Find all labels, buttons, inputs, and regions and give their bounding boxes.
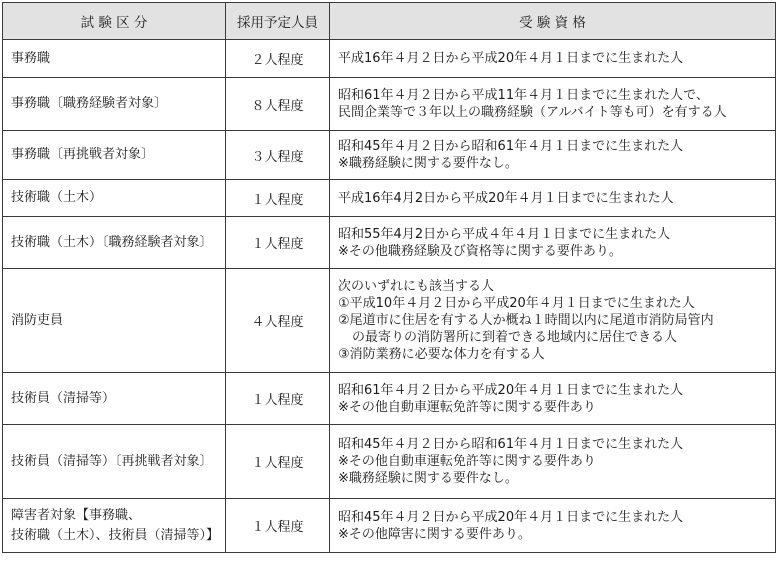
count-cell: １人程度 — [226, 180, 330, 217]
category-cell — [3, 425, 226, 499]
header-count: 採用予定人員 — [226, 3, 330, 40]
requirements-cell — [330, 425, 776, 499]
table-row — [3, 425, 776, 499]
count-cell: １人程度 — [226, 499, 330, 553]
category-cell — [3, 373, 226, 425]
requirements-cell — [330, 217, 776, 269]
header-requirements: 受 験 資 格 — [330, 3, 776, 40]
requirements-cell — [330, 131, 776, 180]
category-text: 事務職〔職務経験者対象〕 — [11, 96, 168, 111]
requirement-line: 平成16年4月2日から平成20年４月１日までに生まれた人 — [338, 190, 674, 206]
requirement-line: ※その他自動車運転免許等に関する要件あり — [338, 454, 596, 469]
requirement-line: ※その他障害に関する要件あり。 — [338, 526, 531, 542]
table-row — [3, 180, 776, 217]
table-row — [3, 373, 776, 425]
category-text: 障害者対象【事務職、 — [11, 507, 142, 523]
category-text: 技術員（清掃等）〔再挑戦者対象〕 — [11, 453, 213, 469]
requirement-line: ※職務経験に関する要件なし。 — [338, 471, 518, 486]
count-cell: １人程度 — [226, 425, 330, 499]
requirement-line: の最寄りの消防署所に到着できる地域内に居住できる人 — [352, 330, 678, 345]
table-row — [3, 78, 776, 131]
count-cell: ８人程度 — [226, 78, 330, 131]
category-text: 技術職（土木） — [11, 190, 103, 205]
count-cell: １人程度 — [226, 373, 330, 425]
count-cell: ２人程度 — [226, 40, 330, 78]
category-text: 技術職（土木）〔職務経験者対象〕 — [11, 234, 213, 250]
requirement-line: ※その他自動車運転免許等に関する要件あり — [338, 399, 596, 415]
requirements-cell — [330, 180, 776, 217]
category-cell — [3, 78, 226, 131]
category-cell — [3, 40, 226, 78]
requirement-line: 民間企業等で３年以上の職務経験（アルバイト等も可）を有する人 — [338, 105, 727, 120]
category-text: 技術員（清掃等） — [11, 390, 116, 406]
requirement-line: 昭和61年４月２日から平成20年４月１日までに生まれた人 — [338, 382, 684, 398]
category-text: 事務職〔再挑戦者対象〕 — [11, 147, 155, 162]
category-text: 消防吏員 — [11, 312, 64, 328]
requirements-cell — [330, 40, 776, 78]
requirements-cell — [330, 269, 776, 373]
table-row — [3, 269, 776, 373]
requirement-line: 平成16年４月２日から平成20年４月１日までに生まれた人 — [338, 51, 684, 66]
requirement-line: ※職務経験に関する要件なし。 — [338, 156, 518, 171]
category-text: 事務職 — [11, 50, 51, 66]
requirement-line: ①平成10年４月２日から平成20年４月１日までに生まれた人 — [338, 296, 695, 311]
recruitment-table — [2, 2, 776, 553]
requirement-line: 昭和45年４月２日から昭和61年４月１日までに生まれた人 — [338, 139, 684, 154]
category-cell — [3, 131, 226, 180]
count-cell: ３人程度 — [226, 131, 330, 180]
category-cell — [3, 217, 226, 269]
header-category: 試 験 区 分 — [3, 3, 226, 40]
requirement-line: 昭和45年４月２日から平成20年４月１日までに生まれた人 — [338, 509, 684, 525]
requirement-line: ※その他職務経験及び資格等に関する要件あり。 — [338, 243, 622, 259]
count-cell: １人程度 — [226, 217, 330, 269]
requirements-cell — [330, 499, 776, 553]
header-row — [3, 3, 776, 40]
requirements-cell — [330, 78, 776, 131]
requirements-cell — [330, 373, 776, 425]
category-text: 技術職（土木）、技術員（清掃等）】 — [11, 527, 220, 543]
category-cell — [3, 180, 226, 217]
table-row — [3, 131, 776, 180]
requirement-line: ③消防業務に必要な体力を有する人 — [338, 347, 545, 362]
table-row — [3, 40, 776, 78]
requirement-line: 昭和61年４月２日から平成11年４月１日までに生まれた人で、 — [338, 88, 709, 103]
requirement-line: 次のいずれにも該当する人 — [338, 279, 495, 294]
requirement-line: 昭和55年4月2日から平成４年４月１日までに生まれた人 — [338, 226, 671, 242]
count-cell: ４人程度 — [226, 269, 330, 373]
category-cell — [3, 499, 226, 553]
category-cell — [3, 269, 226, 373]
requirement-line: ②尾道市に住居を有する人か概ね１時間以内に尾道市消防局管内 — [338, 313, 714, 328]
requirement-line: 昭和45年４月２日から昭和61年４月１日までに生まれた人 — [338, 437, 684, 452]
table-row — [3, 217, 776, 269]
table-row — [3, 499, 776, 553]
